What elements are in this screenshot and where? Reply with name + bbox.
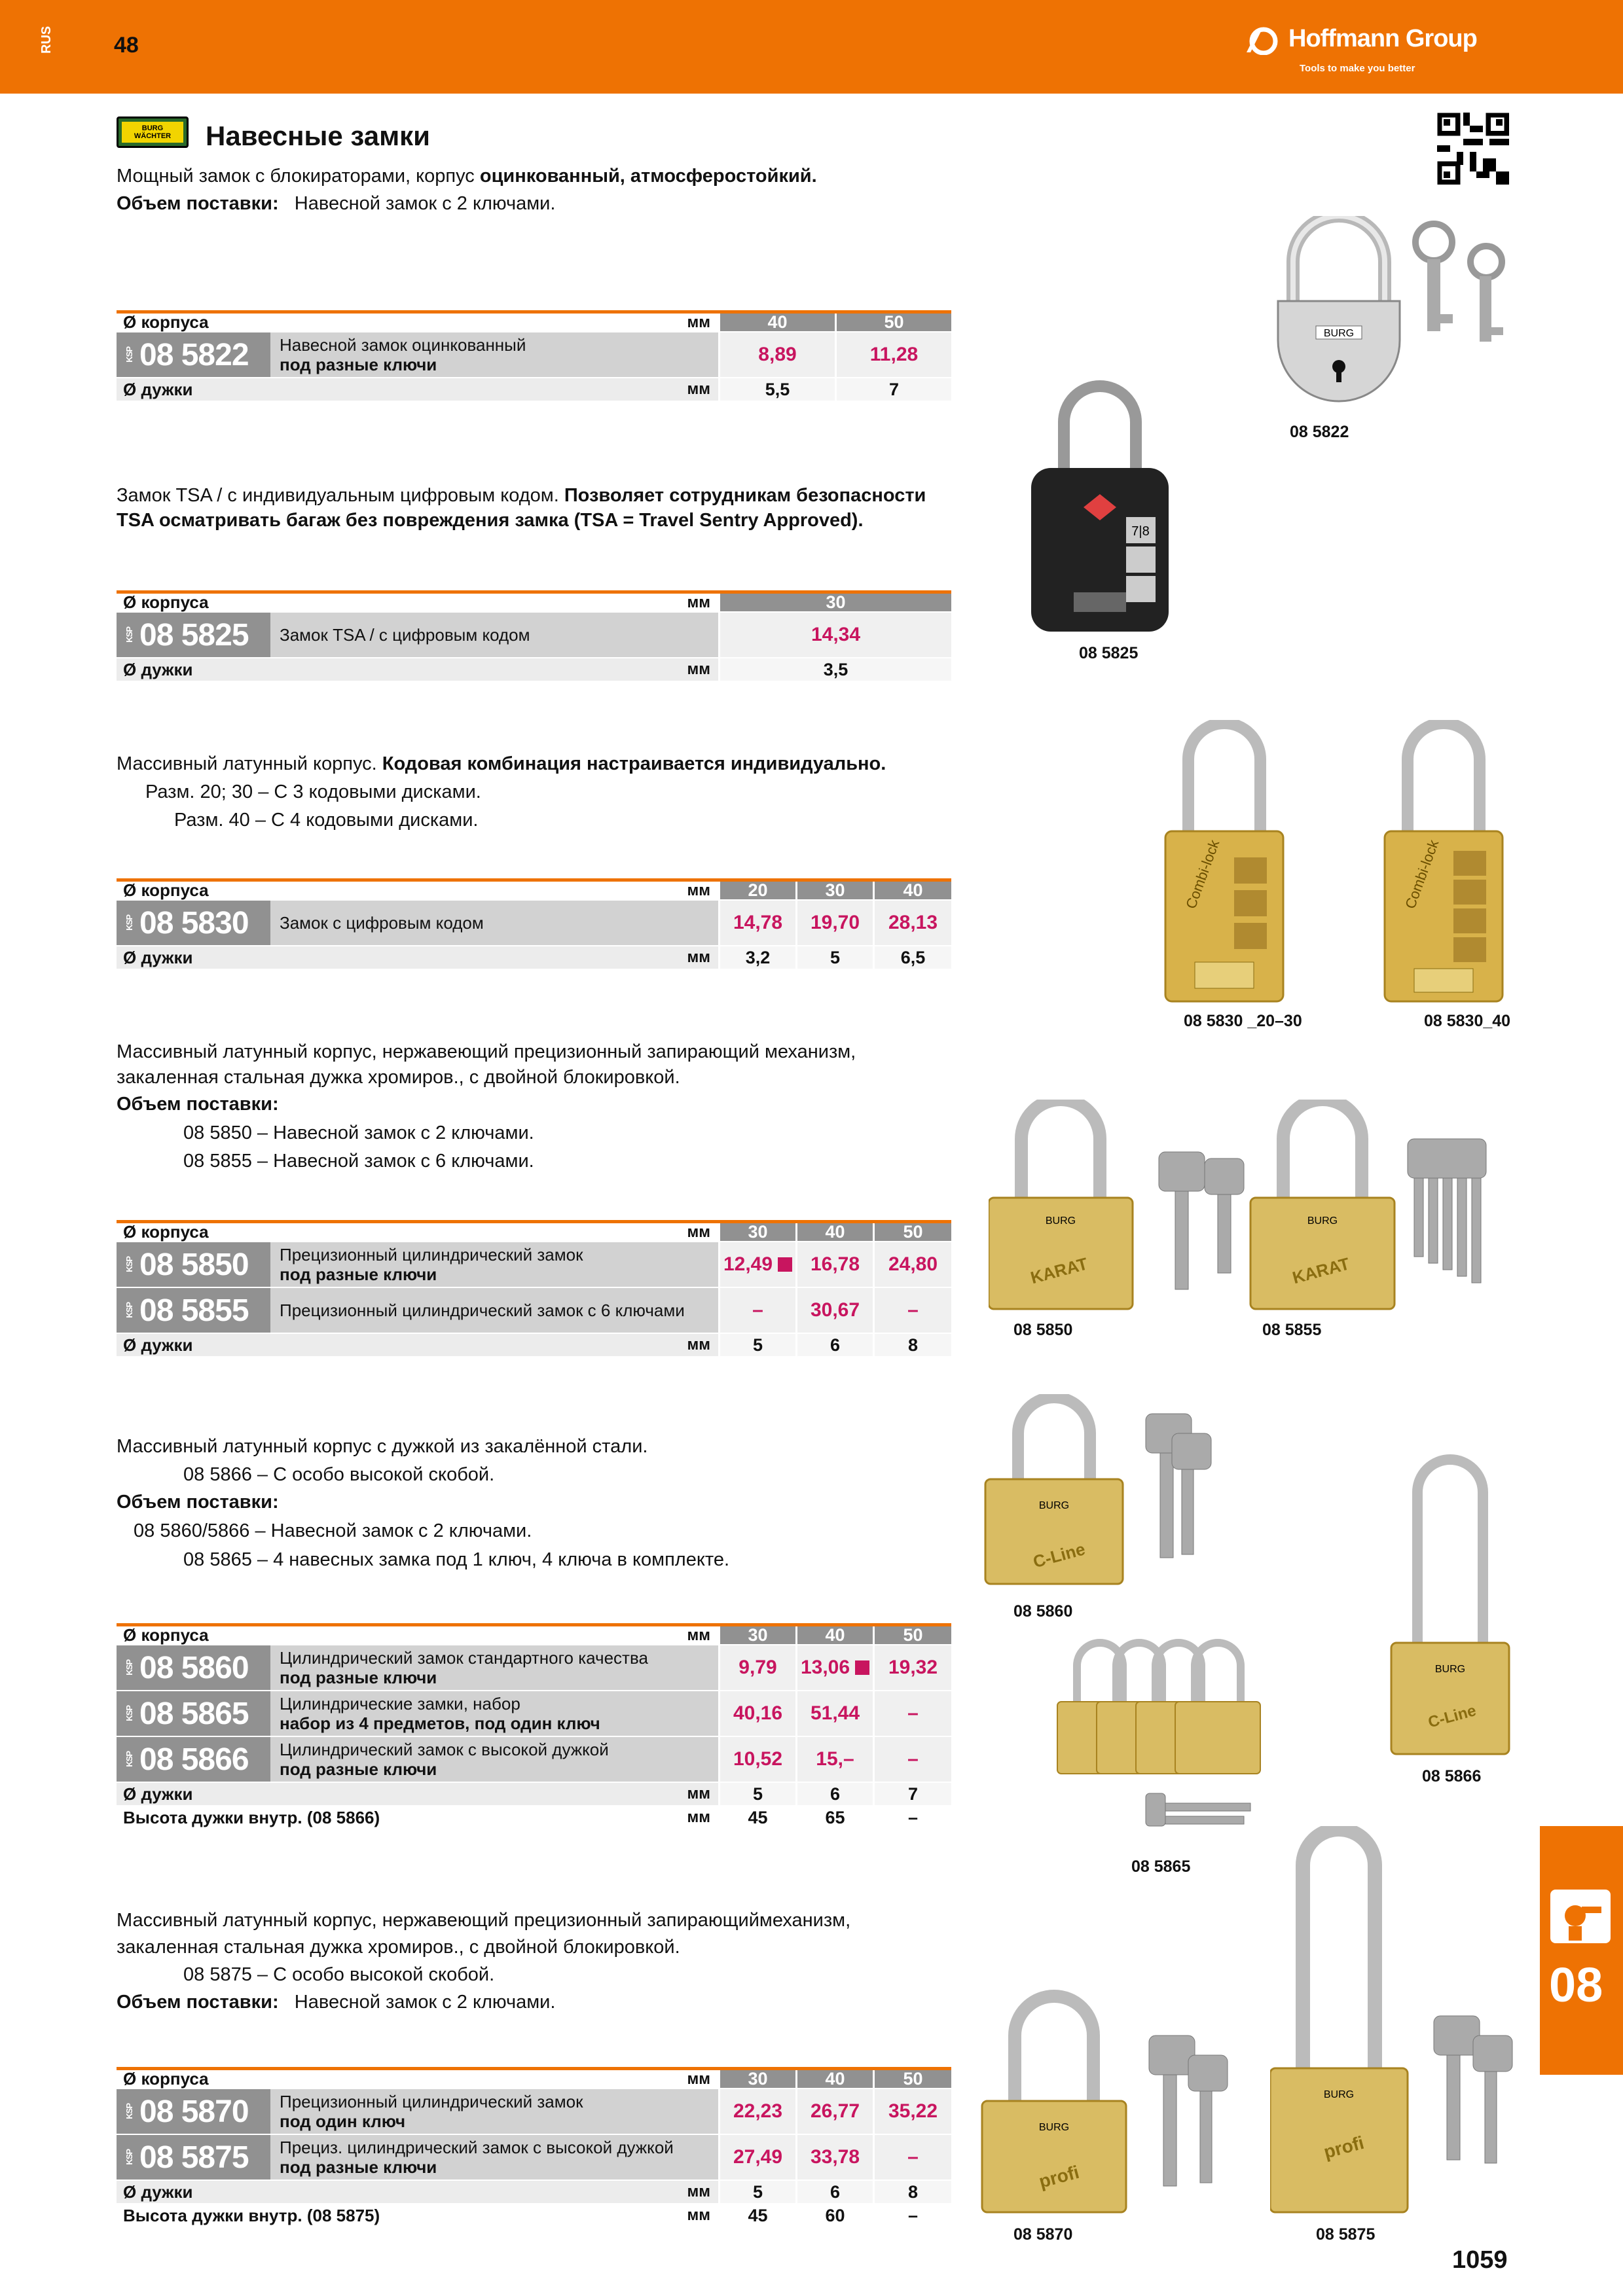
padlock-set-085865-image: [1054, 1636, 1264, 1839]
padlock-085822-image: [1270, 216, 1532, 412]
s6-line3: 08 5875 – С особо высокой скобой.: [183, 1964, 495, 1985]
padlock-085870-image: [979, 1990, 1241, 2219]
s5-line3: Объем поставки:: [117, 1492, 279, 1513]
table-085830: Ø корпуса мм 20 30 40 KSP 08 5830 Замок с цифровым кодом 14,78 19,70 28,13 Ø дужки мм 3,2 5 6,5: [117, 878, 951, 970]
s2-line2: TSA осматривать багаж без повреждения замка (TSA = Travel Sentry Approved).: [117, 510, 864, 531]
combi-lock-20-30-image: [1156, 720, 1293, 1008]
svg-text:BURG: BURG: [1323, 2089, 1355, 2100]
combi-lock-40-image: [1375, 720, 1512, 1008]
caption: 08 5822: [1290, 423, 1349, 441]
precision-locks-image: [989, 1100, 1499, 1316]
s2-line1: Замок TSA / с индивидуальным цифровым кодом. Позволяет сотрудникам безопасности: [117, 485, 926, 506]
hoffmann-logo-icon: [1244, 25, 1285, 55]
table-085822: Ø корпуса мм 40 50 KSP 08 5822 Навесной замок оцинкованный под разные ключи 8,89 11,28 Ø дужки мм 5,5 7: [117, 310, 951, 402]
qr-code-icon[interactable]: [1437, 113, 1509, 185]
s4-line5: 08 5855 – Навесной замок с 6 ключами.: [183, 1151, 534, 1172]
s5-line1: Массивный латунный корпус с дужкой из закалённой стали.: [117, 1436, 648, 1457]
caption: 08 5825: [1079, 644, 1139, 662]
s1-line1: Мощный замок с блокираторами, корпус оцинкованный, атмосферостойкий.: [117, 166, 817, 187]
chapter-icon: [1549, 1888, 1612, 1945]
caption: 08 5830_40: [1424, 1012, 1511, 1030]
table-085860: Ø корпуса мм 30 40 50 KSP 08 5860 Цилиндрический замок стандартного качества под разные ключи 9,79 13,06 19,32 KSP 08 5865 Цилиндрические замки, набор набор из 4 предметов, под один ключ 40,16 51,44 – KSP 08 5866 Цилиндрический замок с высокой дужкой под разные ключи 10,52 15,– – Ø дужки мм 5 6 7 Высота дужки внутр. (08 5866) мм 45 65 –: [117, 1623, 951, 1830]
svg-text:Combi-lock: Combi-lock: [1182, 837, 1223, 911]
s6-line4: Объем поставки: Навесной замок с 2 ключами.: [117, 1992, 556, 2013]
brand-tagline: Tools to make you better: [1300, 63, 1415, 74]
s3-line1: Массивный латунный корпус. Кодовая комбинация настраивается индивидуально.: [117, 753, 886, 774]
table-row[interactable]: KSP 08 5865 Цилиндрические замки, набор набор из 4 предметов, под один ключ 40,16 51,44 –: [117, 1691, 951, 1737]
new-marker-icon: [855, 1660, 869, 1675]
svg-text:Combi-lock: Combi-lock: [1402, 837, 1442, 911]
s3-line3: Разм. 40 – С 4 кодовыми дисками.: [174, 810, 479, 831]
s6-line1: Массивный латунный корпус, нержавеющий прецизионный запирающиймеханизм,: [117, 1910, 851, 1931]
table-row[interactable]: KSP 08 5830 Замок с цифровым кодом 14,78 19,70 28,13: [117, 901, 951, 946]
logo-line1: BURG: [141, 124, 164, 132]
s4-line1: Массивный латунный корпус, нержавеющий прецизионный запирающий механизм,: [117, 1041, 856, 1062]
chapter-number: 08: [1549, 1958, 1603, 2012]
burg-waechter-logo: [117, 117, 189, 148]
table-row[interactable]: KSP 08 5860 Цилиндрический замок стандартного качества под разные ключи 9,79 13,06 19,32: [117, 1645, 951, 1691]
hdr-label: Ø корпуса: [123, 312, 209, 332]
svg-text:profi: profi: [1321, 2132, 1366, 2162]
caption: 08 5870: [1013, 2225, 1073, 2244]
caption: 08 5865: [1131, 1857, 1191, 1876]
caption: 08 5830 _20–30: [1184, 1012, 1302, 1030]
new-marker-icon: [778, 1257, 792, 1272]
s5-line2: 08 5866 – С особо высокой скобой.: [183, 1464, 495, 1485]
svg-text:KARAT: KARAT: [1290, 1253, 1352, 1288]
caption: 08 5855: [1262, 1321, 1322, 1339]
brand-logo: [1244, 25, 1477, 55]
table-row[interactable]: KSP 08 5855 Прецизионный цилиндрический замок с 6 ключами – 30,67 –: [117, 1288, 951, 1334]
s3-line2: Разм. 20; 30 – С 3 кодовыми дисками.: [145, 781, 481, 802]
page-title: Навесные замки: [206, 120, 430, 151]
page-header: [0, 0, 1623, 94]
caption: 08 5850: [1013, 1321, 1073, 1339]
table-row[interactable]: KSP 08 5866 Цилиндрический замок с высокой дужкой под разные ключи 10,52 15,– –: [117, 1737, 951, 1783]
s1-line2: Объем поставки: Навесной замок с 2 ключами.: [117, 193, 556, 214]
table-085825: Ø корпуса мм 30 KSP 08 5825 Замок TSA / с цифровым кодом 14,34 Ø дужки мм 3,5: [117, 590, 951, 682]
s6-line2: закаленная стальная дужка хромиров., с двойной блокировкой.: [117, 1937, 680, 1958]
svg-text:BURG: BURG: [1434, 1664, 1466, 1675]
s4-line2: закаленная стальная дужка хромиров., с двойной блокировкой.: [117, 1067, 680, 1088]
unit-label: мм: [687, 313, 710, 331]
table-row[interactable]: KSP 08 5875 Прециз. цилиндрический замок с высокой дужкой под разные ключи 27,49 33,78 –: [117, 2135, 951, 2181]
language-label: RUS: [39, 26, 54, 54]
long-shackle-085875-image: [1270, 1826, 1532, 2219]
chapter-tab[interactable]: [1540, 1826, 1623, 2075]
svg-text:KARAT: KARAT: [1028, 1253, 1090, 1288]
table-row[interactable]: KSP 08 5825 Замок TSA / с цифровым кодом 14,34: [117, 613, 951, 658]
brand-name: Hoffmann Group: [1288, 25, 1477, 53]
svg-text:BURG: BURG: [1307, 1215, 1338, 1227]
caption: 08 5860: [1013, 1602, 1073, 1621]
table-085850: Ø корпуса мм 30 40 50 KSP 08 5850 Прецизионный цилиндрический замок под разные ключи 12,49 16,78 24,80 KSP 08 5855 Прецизионный цилиндрический замок с 6 ключами – 30,67 – Ø дужки мм 5 6 8: [117, 1220, 951, 1357]
s4-line4: 08 5850 – Навесной замок с 2 ключами.: [183, 1122, 534, 1143]
svg-text:7|8: 7|8: [1131, 524, 1150, 539]
logo-line2: WÄCHTER: [134, 132, 172, 140]
caption: 08 5866: [1422, 1767, 1482, 1785]
page-number: 1059: [1452, 2246, 1508, 2274]
svg-text:BURG: BURG: [1045, 1215, 1076, 1227]
catalog-page-number: 48: [114, 33, 139, 58]
s5-line5: 08 5865 – 4 навесных замка под 1 ключ, 4 ключа в комплекте.: [183, 1549, 730, 1570]
svg-text:profi: profi: [1036, 2161, 1082, 2192]
svg-text:BURG: BURG: [1038, 1500, 1070, 1511]
lock-label: BURG: [1323, 328, 1355, 339]
svg-text:C-Line: C-Line: [1030, 1539, 1087, 1572]
padlock-085860-image: [982, 1394, 1218, 1590]
s4-line3: Объем поставки:: [117, 1094, 279, 1115]
table-row[interactable]: KSP 08 5822 Навесной замок оцинкованный под разные ключи 8,89 11,28: [117, 332, 951, 378]
caption: 08 5875: [1316, 2225, 1376, 2244]
table-row[interactable]: KSP 08 5850 Прецизионный цилиндрический замок под разные ключи 12,49 16,78 24,80: [117, 1242, 951, 1288]
svg-text:BURG: BURG: [1038, 2122, 1070, 2133]
long-shackle-085866-image: [1388, 1453, 1512, 1761]
s5-line4: 08 5860/5866 – Навесной замок с 2 ключами.: [134, 1520, 532, 1541]
tsa-lock-085825-image: [1028, 376, 1172, 638]
table-row[interactable]: KSP 08 5870 Прецизионный цилиндрический замок под один ключ 22,23 26,77 35,22: [117, 2089, 951, 2135]
table-085870: Ø корпуса мм 30 40 50 KSP 08 5870 Прецизионный цилиндрический замок под один ключ 22,23 26,77 35,22 KSP 08 5875 Прециз. цилиндрический замок с высокой дужкой под разные ключи 27,49 33,78 – Ø дужки мм 5 6 8 Высота дужки внутр. (08 5875) мм 45 60 –: [117, 2067, 951, 2228]
svg-text:C-Line: C-Line: [1426, 1702, 1478, 1732]
